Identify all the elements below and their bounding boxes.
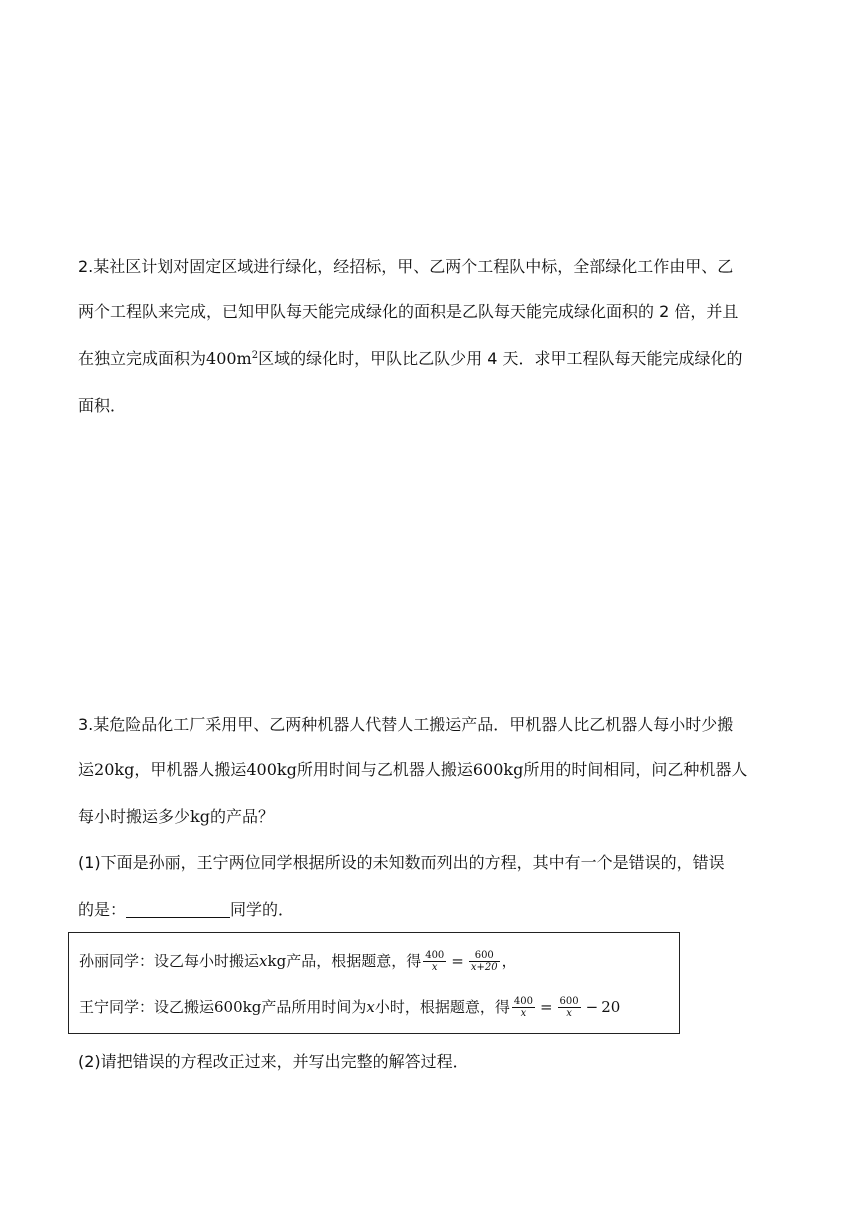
- sunli-text-a: 孙丽同学：设乙每小时搬运: [79, 952, 260, 970]
- answer-blank[interactable]: [126, 900, 230, 918]
- q3-part-1-text-b: 同学的．: [230, 900, 295, 919]
- sunli-fraction-left-numerator: 400: [425, 950, 445, 961]
- q3-line-3-text-a: 每小时搬运多少: [78, 807, 191, 826]
- q2-line-1: 2.某社区计划对固定区域进行绿化，经招标，甲、乙两个工程队中标，全部绿化工作由甲、乙: [78, 257, 734, 276]
- wang-fraction-right-numerator: 600: [559, 996, 579, 1007]
- q2-area-value: 400m: [206, 349, 252, 368]
- wang-mass-600: 600kg: [214, 998, 262, 1016]
- q3-line-3: [78, 805, 274, 829]
- q2-line-4: 面积．: [78, 396, 127, 415]
- q3-mass-400: 400kg: [246, 760, 297, 779]
- equations-box: [68, 932, 680, 1034]
- q3-line-2-text-b: ，甲机器人搬运: [134, 760, 247, 779]
- q2-line-3-text-b: 区域的绿化时，甲队比乙队少用 4 天．求甲工程队每天能完成绿化的: [258, 349, 743, 368]
- wang-text-b: 产品所用时间为: [261, 998, 367, 1016]
- q3-part-2: (2)请把错误的方程改正过来，并写出完整的解答过程．: [78, 1052, 469, 1071]
- q3-line-2: [78, 758, 747, 782]
- q3-mass-20: 20kg: [94, 760, 135, 779]
- sunli-fraction-left: [423, 950, 446, 973]
- q3-part-1-line-1: (1)下面是孙丽，王宁两位同学根据所设的未知数而列出的方程，其中有一个是错误的，错误: [78, 853, 725, 872]
- wang-minus-sign: −: [585, 998, 599, 1016]
- wang-text-c: 小时，根据题意，得: [374, 998, 510, 1016]
- q3-part-1-line-2: [78, 898, 294, 922]
- q3-line-2-text-d: 所用的时间相同，问乙种机器人: [523, 760, 748, 779]
- q2-area-exponent: 2: [251, 350, 259, 361]
- q3-part-1-text-a: 的是：: [78, 900, 127, 919]
- wang-fraction-left: [512, 996, 535, 1019]
- wang-fraction-right: [558, 996, 581, 1019]
- q2-line-2: 两个工程队来完成，已知甲队每天能完成绿化的面积是乙队每天能完成绿化面积的 2 倍，并且: [78, 302, 739, 321]
- wang-fraction-right-denominator: x: [566, 1008, 572, 1019]
- wang-fraction-left-numerator: 400: [513, 996, 533, 1007]
- wang-equation-line: [79, 995, 620, 1019]
- sunli-fraction-left-denominator: x: [431, 962, 438, 973]
- q3-unit-kg: kg: [190, 807, 210, 826]
- wang-text-a: 王宁同学：设乙搬运: [79, 998, 215, 1016]
- wang-equals-sign: =: [539, 998, 553, 1016]
- sunli-fraction-right-denominator: x+20: [470, 962, 498, 973]
- sunli-equation-line: [79, 949, 517, 973]
- q2-line-3: [78, 347, 742, 371]
- sunli-text-b: 产品，根据题意，得: [286, 952, 422, 970]
- q2-line-3-text-a: 在独立完成面积为: [78, 349, 207, 368]
- wang-constant-20: 20: [601, 998, 621, 1016]
- sunli-variable-x: x: [259, 952, 268, 970]
- wang-variable-x: x: [366, 998, 375, 1016]
- q3-line-1: 3.某危险品化工厂采用甲、乙两种机器人代替人工搬运产品．甲机器人比乙机器人每小时少搬: [78, 715, 734, 734]
- q3-mass-600: 600kg: [472, 760, 524, 779]
- sunli-fraction-right-numerator: 600: [469, 950, 500, 962]
- wang-fraction-left-denominator: x: [520, 1008, 527, 1019]
- sunli-fraction-right: [469, 950, 500, 973]
- sunli-unit-kg: kg: [267, 952, 287, 970]
- sunli-equals-sign: =: [451, 952, 464, 970]
- q3-line-2-text-c: 所用时间与乙机器人搬运: [296, 760, 473, 779]
- q3-line-2-text-a: 运: [78, 760, 95, 779]
- q3-line-3-text-b: 的产品？: [209, 807, 274, 826]
- sunli-end-comma: ，: [501, 952, 517, 970]
